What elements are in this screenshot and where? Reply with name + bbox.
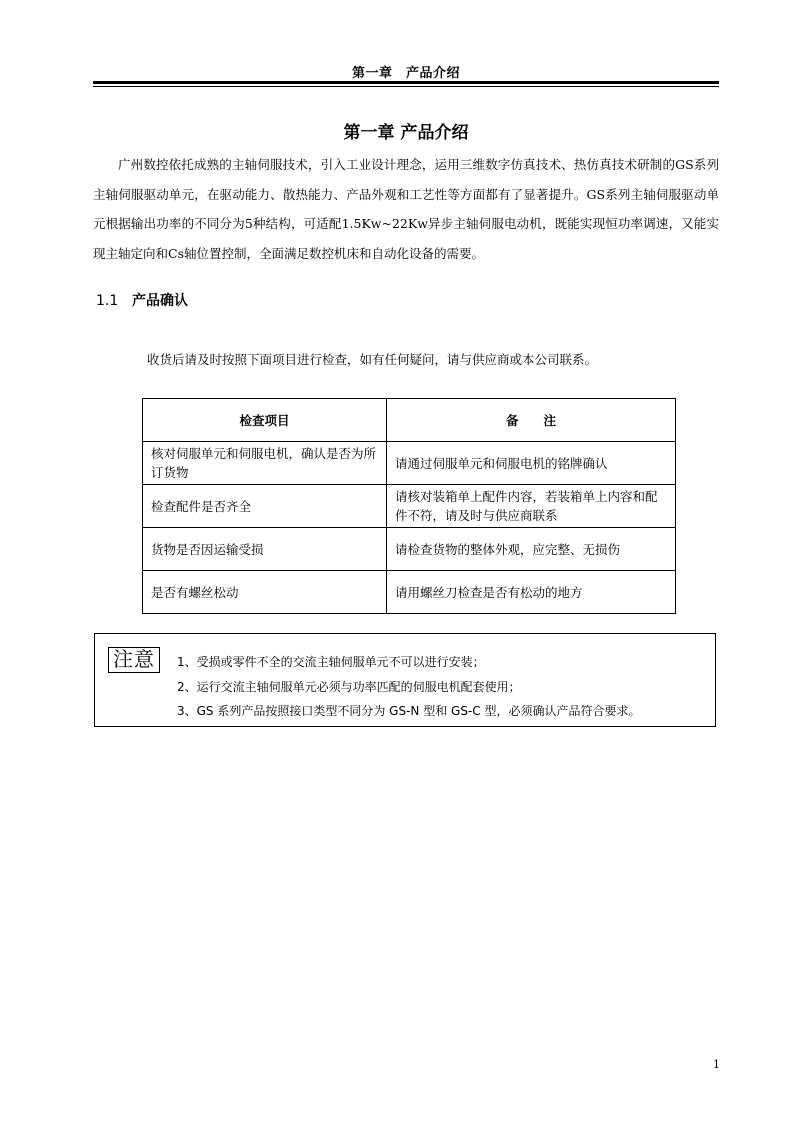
running-header: 第一章 产品介绍 [351, 66, 460, 81]
table-cell-item: 检查配件是否齐全 [143, 485, 387, 528]
header-rule-thin [93, 86, 719, 87]
intro-paragraph: 广州数控依托成熟的主轴伺服技术，引入工业设计理念，运用三维数字仿真技术、热仿真技术研制的GS系列主轴伺服驱动单元，在驱动能力、散热能力、产品外观和工艺性等方面都有了显著提升。GS系列主轴伺服驱动单元根据输出功率的不同分为5种结构，可适配1.5Kw~22Kw异步主轴伺服电动机，既能实现恒功率调速，又能实现主轴定向和Cs轴位置控制，全面满足数控机床和自动化设备的需要。 [93, 157, 719, 261]
column-header-item: 检查项目 [143, 399, 387, 442]
page-number: 1 [713, 1058, 720, 1071]
notice-item: 2、运行交流主轴伺服单元必须与功率匹配的伺服电机配套使用； [177, 679, 521, 694]
header-rule [93, 81, 719, 84]
table-cell-remark: 请通过伺服单元和伺服电机的铭牌确认 [387, 442, 676, 485]
column-header-remark: 备 注 [387, 399, 676, 442]
table-cell-item: 是否有螺丝松动 [143, 571, 387, 614]
table-row [143, 571, 676, 614]
table-header-row [143, 399, 676, 442]
table-cell-remark: 请检查货物的整体外观，应完整、无损伤 [387, 528, 676, 571]
receipt-note: 收货后请及时按照下面项目进行检查，如有任何疑问，请与供应商或本公司联系。 [147, 352, 598, 367]
table-cell-item: 核对伺服单元和伺服电机，确认是否为所订货物 [143, 442, 387, 485]
notice-list [177, 650, 640, 724]
section-title: 产品确认 [132, 293, 188, 309]
notice-item: 1、受损或零件不全的交流主轴伺服单元不可以进行安装； [177, 655, 485, 669]
table-cell-remark: 请用螺丝刀检查是否有松动的地方 [387, 571, 676, 614]
table-cell-remark: 请核对装箱单上配件内容，若装箱单上内容和配件不符，请及时与供应商联系 [387, 485, 676, 528]
table-row [143, 485, 676, 528]
section-number: 1.1 [96, 293, 119, 309]
section-heading [96, 290, 188, 310]
table-row [143, 442, 676, 485]
notice-item: 3、GS 系列产品按照接口类型不同分为 GS-N 型和 GS-C 型，必须确认产品符合要求。 [177, 704, 641, 718]
notice-box [94, 633, 716, 727]
table-row [143, 528, 676, 571]
table-cell-item: 货物是否因运输受损 [143, 528, 387, 571]
chapter-title: 第一章 产品介绍 [343, 123, 469, 143]
notice-label: 注意 [108, 647, 160, 673]
inspection-table [142, 398, 676, 614]
